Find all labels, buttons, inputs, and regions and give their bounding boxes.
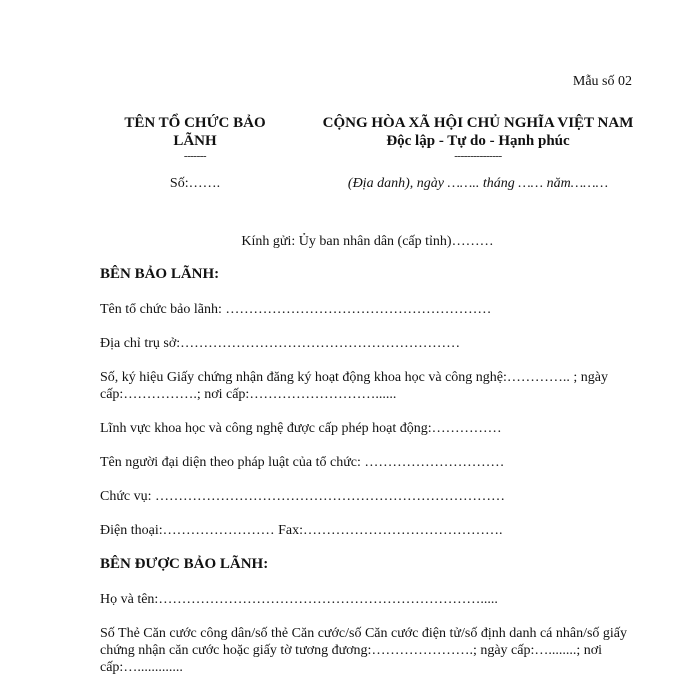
form-number: Mẫu số 02: [572, 74, 632, 89]
guaranteed-id-field: Số Thẻ Căn cước công dân/số thẻ Căn cước/số Căn cước điện tử/số định danh cá nhân/số giấy chứng nhận căn cước hoặc giấy tờ tương đương:………………….; ngày cấp:…........; nơi cấp:….............: [100, 626, 628, 675]
organization-header: [110, 114, 280, 162]
organization-name-line1: TÊN TỔ CHỨC BẢO: [124, 115, 266, 131]
national-header: [288, 114, 668, 162]
guaranteed-section-title: BÊN ĐƯỢC BẢO LÃNH:: [100, 556, 269, 572]
guarantor-section-title: BÊN BẢO LÃNH:: [100, 266, 220, 282]
form-body: [100, 266, 640, 693]
guarantor-certificate-field: Số, ký hiệu Giấy chứng nhận đăng ký hoạt động khoa học và công nghệ:………….. ; ngày cấp:…………….; nơi cấp:………………………......: [100, 370, 608, 402]
motto-separator: ---------------: [454, 150, 502, 162]
addressee-line: Kính gửi: Ủy ban nhân dân (cấp tỉnh)………: [241, 234, 494, 249]
guaranteed-fullname-field: Họ và tên:…………………………………………………………….....: [100, 592, 498, 607]
guarantor-position-field: Chức vụ: …………………………………………………………………: [100, 489, 506, 504]
place-and-date: (Địa danh), ngày …….. tháng …… năm………: [347, 176, 609, 191]
document-number: Số:…….: [169, 176, 221, 191]
national-title: CỘNG HÒA XÃ HỘI CHỦ NGHĨA VIỆT NAM: [322, 115, 634, 131]
organization-name-line2: LÃNH: [173, 133, 217, 149]
organization-separator: -------: [183, 150, 207, 162]
guarantor-address-field: Địa chỉ trụ sở:……………………………………………………: [100, 336, 461, 351]
guarantor-representative-field: Tên người đại diện theo pháp luật của tổ chức: …………………………: [100, 455, 505, 470]
guarantor-science-field: Lĩnh vực khoa học và công nghệ được cấp phép hoạt động:……………: [100, 421, 502, 436]
guarantor-org-name-field: Tên tổ chức bảo lãnh: …………………………………………………: [100, 302, 492, 317]
national-motto: Độc lập - Tự do - Hạnh phúc: [386, 133, 570, 149]
guarantor-contact-field: Điện thoại:…………………… Fax:…………………………………….: [100, 523, 503, 538]
